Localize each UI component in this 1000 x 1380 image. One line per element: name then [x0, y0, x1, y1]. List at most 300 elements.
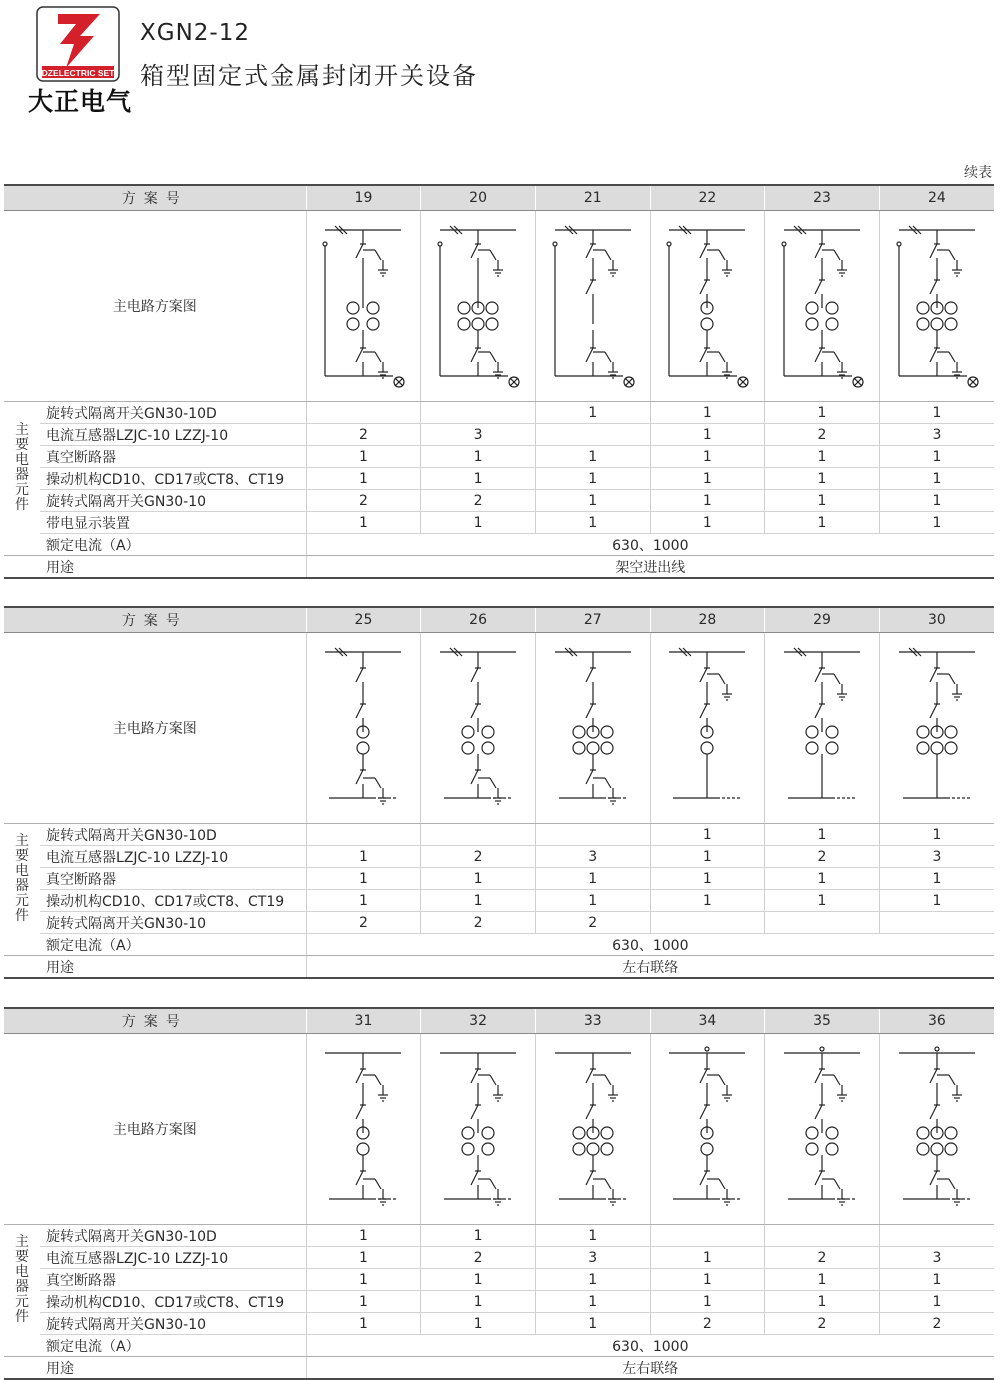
scheme-number: 31 — [306, 1008, 421, 1034]
component-group-label: 主 要 电 器 元 件 — [15, 421, 29, 513]
switch-blade — [586, 280, 593, 294]
switch-blade — [356, 1105, 363, 1119]
component-count: 1 — [535, 468, 650, 490]
current-transformer — [917, 726, 929, 738]
component-count: 1 — [765, 1291, 880, 1313]
earth-switch-blade — [605, 1179, 611, 1189]
switch-blade — [356, 704, 363, 718]
scheme-number: 24 — [879, 185, 994, 211]
component-count: 1 — [306, 1247, 421, 1269]
component-count: 1 — [879, 490, 994, 512]
current-transformer — [806, 318, 818, 330]
switch-blade — [356, 348, 363, 362]
component-count: 1 — [765, 490, 880, 512]
terminal — [820, 1047, 824, 1051]
continued-label: 续表 — [964, 165, 992, 181]
current-transformer — [917, 302, 929, 314]
component-count: 3 — [535, 846, 650, 868]
circuit-diagram — [887, 1039, 987, 1219]
current-transformer — [945, 302, 957, 314]
current-transformer — [573, 1143, 585, 1155]
current-transformer — [462, 1127, 474, 1139]
component-label: 带电显示装置 — [40, 512, 306, 534]
current-transformer — [482, 1127, 494, 1139]
component-count: 1 — [765, 1269, 880, 1291]
current-transformer — [945, 726, 957, 738]
earth-switch-blade — [490, 352, 496, 362]
component-count: 1 — [535, 1313, 650, 1335]
switch-blade — [700, 280, 707, 294]
component-row — [4, 468, 994, 490]
usage-value: 架空进出线 — [306, 556, 994, 579]
component-group-label: 主 要 电 器 元 件 — [15, 1233, 29, 1325]
component-count: 2 — [879, 1313, 994, 1335]
earth-switch-blade — [949, 1179, 955, 1189]
earth-switch-blade — [949, 352, 955, 362]
scheme-number: 35 — [765, 1008, 880, 1034]
earth-switch-blade — [490, 1179, 496, 1189]
model-number: XGN2-12 — [140, 20, 250, 46]
usage-label: 用途 — [40, 956, 306, 979]
current-transformer — [357, 742, 369, 754]
component-row — [4, 912, 994, 934]
scheme-number: 20 — [421, 185, 536, 211]
component-count: 1 — [879, 512, 994, 534]
component-row — [4, 1225, 994, 1247]
current-transformer — [573, 1127, 585, 1139]
diagram-row — [4, 1034, 994, 1225]
diagram-label: 主电路方案图 — [4, 1034, 306, 1225]
terminal — [705, 1047, 709, 1051]
switch-blade — [815, 348, 822, 362]
component-count: 1 — [306, 1291, 421, 1313]
component-label: 旋转式隔离开关GN30-10 — [40, 490, 306, 512]
component-count: 1 — [535, 490, 650, 512]
scheme-number: 33 — [535, 1008, 650, 1034]
switch-blade — [930, 668, 937, 682]
component-label: 电流互感器LZJC-10 LZZJ-10 — [40, 424, 306, 446]
earth-switch-blade — [605, 778, 611, 788]
component-count — [306, 402, 421, 424]
usage-row — [4, 556, 994, 579]
component-count: 1 — [421, 890, 536, 912]
component-count: 1 — [879, 890, 994, 912]
switch-blade — [930, 1069, 937, 1083]
earth-switch-blade — [375, 250, 381, 260]
component-count: 1 — [421, 1313, 536, 1335]
usage-value: 左右联络 — [306, 956, 994, 979]
current-transformer — [945, 1143, 957, 1155]
earth-switch-blade — [605, 250, 611, 260]
scheme-label: 方案号 — [4, 185, 306, 211]
component-count: 1 — [306, 1225, 421, 1247]
switch-blade — [356, 668, 363, 682]
current-transformer — [826, 1143, 838, 1155]
component-count — [765, 1225, 880, 1247]
component-count — [421, 402, 536, 424]
component-count: 1 — [765, 468, 880, 490]
component-count: 1 — [421, 1269, 536, 1291]
switch-blade — [586, 1171, 593, 1185]
rated-current-label: 额定电流（A） — [40, 1335, 306, 1357]
scheme-number: 27 — [535, 607, 650, 633]
current-transformer — [701, 318, 713, 330]
earth-switch-blade — [949, 1075, 955, 1085]
svg-text:DZELECTRIC SET: DZELECTRIC SET — [41, 68, 115, 78]
switch-blade — [356, 244, 363, 258]
scheme-number: 36 — [879, 1008, 994, 1034]
switch-blade — [471, 770, 478, 784]
terminal — [667, 242, 671, 246]
component-row — [4, 1313, 994, 1335]
current-transformer — [587, 742, 599, 754]
scheme-number: 19 — [306, 185, 421, 211]
scheme-label: 方案号 — [4, 1008, 306, 1034]
component-count: 1 — [535, 890, 650, 912]
switch-blade — [586, 704, 593, 718]
component-label: 旋转式隔离开关GN30-10D — [40, 824, 306, 846]
component-count: 1 — [879, 824, 994, 846]
component-count: 2 — [421, 912, 536, 934]
current-transformer — [367, 318, 379, 330]
earth-switch-blade — [375, 1179, 381, 1189]
component-count: 1 — [879, 468, 994, 490]
switch-blade — [815, 1171, 822, 1185]
component-count: 1 — [306, 868, 421, 890]
rated-current-label: 额定电流（A） — [40, 934, 306, 956]
component-count: 2 — [765, 424, 880, 446]
component-count: 3 — [879, 1247, 994, 1269]
current-transformer — [601, 1127, 613, 1139]
circuit-diagram — [887, 216, 987, 396]
current-transformer — [472, 318, 484, 330]
component-count — [535, 424, 650, 446]
component-count — [535, 824, 650, 846]
component-count: 1 — [421, 1225, 536, 1247]
earth-switch-blade — [490, 1075, 496, 1085]
component-count: 1 — [306, 446, 421, 468]
circuit-diagram — [543, 216, 643, 396]
rated-current-row — [4, 534, 994, 556]
switch-blade — [700, 348, 707, 362]
component-count: 1 — [765, 890, 880, 912]
diagram-row — [4, 633, 994, 824]
earth-switch-blade — [949, 250, 955, 260]
circuit-diagram — [543, 638, 643, 818]
switch-blade — [471, 348, 478, 362]
component-count: 1 — [535, 1291, 650, 1313]
scheme-number: 34 — [650, 1008, 765, 1034]
switch-blade — [356, 1069, 363, 1083]
component-count: 1 — [879, 446, 994, 468]
component-label: 旋转式隔离开关GN30-10 — [40, 1313, 306, 1335]
switch-blade — [356, 1171, 363, 1185]
earth-switch-blade — [719, 1075, 725, 1085]
switch-blade — [815, 1105, 822, 1119]
rated-current-value: 630、1000 — [306, 934, 994, 956]
current-transformer — [347, 302, 359, 314]
switch-blade — [700, 244, 707, 258]
component-count: 1 — [306, 1269, 421, 1291]
component-count: 1 — [650, 846, 765, 868]
scheme-number: 30 — [879, 607, 994, 633]
component-label: 操动机构CD10、CD17或CT8、CT19 — [40, 468, 306, 490]
current-transformer — [806, 1143, 818, 1155]
earth-switch-blade — [490, 778, 496, 788]
component-count: 1 — [650, 490, 765, 512]
component-count: 1 — [765, 402, 880, 424]
switch-blade — [471, 244, 478, 258]
current-transformer — [806, 302, 818, 314]
current-transformer — [347, 318, 359, 330]
scheme-number: 22 — [650, 185, 765, 211]
circuit-diagram — [313, 1039, 413, 1219]
component-count: 1 — [879, 868, 994, 890]
current-transformer — [917, 1127, 929, 1139]
component-count: 1 — [650, 1247, 765, 1269]
switch-blade — [700, 1105, 707, 1119]
circuit-diagram — [543, 1039, 643, 1219]
component-count: 2 — [306, 912, 421, 934]
earth-switch-blade — [605, 352, 611, 362]
scheme-header-row — [4, 185, 994, 211]
component-row — [4, 890, 994, 912]
component-count: 1 — [879, 1269, 994, 1291]
current-transformer — [367, 302, 379, 314]
component-count: 1 — [306, 890, 421, 912]
current-transformer — [806, 726, 818, 738]
component-count: 3 — [421, 424, 536, 446]
component-count: 1 — [421, 512, 536, 534]
current-transformer — [601, 742, 613, 754]
current-transformer — [462, 726, 474, 738]
scheme-number: 25 — [306, 607, 421, 633]
earth-switch-blade — [375, 778, 381, 788]
component-count: 1 — [650, 868, 765, 890]
circuit-diagram — [428, 216, 528, 396]
circuit-diagram — [887, 638, 987, 818]
component-row — [4, 1291, 994, 1313]
current-transformer — [806, 742, 818, 754]
component-label: 旋转式隔离开关GN30-10D — [40, 402, 306, 424]
current-transformer — [482, 742, 494, 754]
component-count: 1 — [765, 446, 880, 468]
scheme-number: 26 — [421, 607, 536, 633]
component-count: 1 — [421, 446, 536, 468]
component-row — [4, 824, 994, 846]
earth-switch-blade — [949, 674, 955, 684]
rated-current-value: 630、1000 — [306, 1335, 994, 1357]
switch-blade — [930, 704, 937, 718]
usage-value: 左右联络 — [306, 1357, 994, 1380]
component-count: 3 — [879, 424, 994, 446]
current-transformer — [917, 318, 929, 330]
earth-switch-blade — [375, 352, 381, 362]
scheme-number: 28 — [650, 607, 765, 633]
earth-switch-blade — [490, 250, 496, 260]
current-transformer — [601, 726, 613, 738]
current-transformer — [458, 302, 470, 314]
component-count: 2 — [421, 846, 536, 868]
circuit-diagram — [657, 216, 757, 396]
component-count: 1 — [535, 1225, 650, 1247]
component-count: 1 — [535, 446, 650, 468]
brand-name: 大正电气 — [28, 87, 133, 116]
component-group-label: 主 要 电 器 元 件 — [15, 832, 29, 924]
component-count — [650, 912, 765, 934]
scheme-number: 32 — [421, 1008, 536, 1034]
terminal — [782, 242, 786, 246]
current-transformer — [486, 318, 498, 330]
component-count: 1 — [421, 1291, 536, 1313]
rated-current-row — [4, 1335, 994, 1357]
component-row — [4, 424, 994, 446]
component-count: 1 — [650, 824, 765, 846]
current-transformer — [482, 1143, 494, 1155]
circuit-diagram — [772, 638, 872, 818]
component-label: 真空断路器 — [40, 868, 306, 890]
diagram-label: 主电路方案图 — [4, 633, 306, 824]
earth-switch-blade — [834, 1075, 840, 1085]
component-count: 1 — [765, 824, 880, 846]
component-label: 电流互感器LZJC-10 LZZJ-10 — [40, 846, 306, 868]
component-count: 3 — [535, 1247, 650, 1269]
component-count: 1 — [650, 1269, 765, 1291]
scheme-table-3 — [4, 1007, 994, 1380]
component-count — [306, 824, 421, 846]
component-count: 1 — [535, 512, 650, 534]
current-transformer — [931, 318, 943, 330]
terminal — [438, 242, 442, 246]
component-count: 1 — [306, 512, 421, 534]
current-transformer — [931, 1143, 943, 1155]
usage-label: 用途 — [40, 1357, 306, 1380]
component-row — [4, 446, 994, 468]
earth-switch-blade — [834, 250, 840, 260]
component-count — [650, 1225, 765, 1247]
current-transformer — [357, 1143, 369, 1155]
component-count: 2 — [306, 424, 421, 446]
component-count — [879, 1225, 994, 1247]
component-count: 2 — [421, 1247, 536, 1269]
earth-switch-blade — [719, 1179, 725, 1189]
current-transformer — [945, 1127, 957, 1139]
circuit-diagram — [772, 1039, 872, 1219]
switch-blade — [930, 280, 937, 294]
usage-label: 用途 — [40, 556, 306, 579]
current-transformer — [945, 318, 957, 330]
component-row — [4, 1247, 994, 1269]
current-transformer — [917, 742, 929, 754]
component-count: 1 — [765, 512, 880, 534]
component-count: 1 — [421, 468, 536, 490]
component-count — [765, 912, 880, 934]
current-transformer — [462, 1143, 474, 1155]
component-count: 1 — [306, 468, 421, 490]
component-count: 1 — [306, 846, 421, 868]
component-label: 真空断路器 — [40, 446, 306, 468]
current-transformer — [826, 318, 838, 330]
component-label: 操动机构CD10、CD17或CT8、CT19 — [40, 1291, 306, 1313]
circuit-diagram — [657, 1039, 757, 1219]
switch-blade — [815, 1069, 822, 1083]
component-count: 1 — [421, 868, 536, 890]
component-row — [4, 512, 994, 534]
component-count: 1 — [650, 446, 765, 468]
switch-blade — [471, 1171, 478, 1185]
component-count: 1 — [650, 468, 765, 490]
current-transformer — [701, 742, 713, 754]
current-transformer — [573, 742, 585, 754]
switch-blade — [700, 1069, 707, 1083]
circuit-diagram — [428, 1039, 528, 1219]
switch-blade — [930, 348, 937, 362]
diagram-label: 主电路方案图 — [4, 211, 306, 402]
current-transformer — [587, 1143, 599, 1155]
component-count — [879, 912, 994, 934]
current-transformer — [826, 726, 838, 738]
component-count: 1 — [650, 1291, 765, 1313]
component-row — [4, 402, 994, 424]
earth-switch-blade — [834, 352, 840, 362]
switch-blade — [815, 668, 822, 682]
switch-blade — [586, 770, 593, 784]
component-count: 2 — [650, 1313, 765, 1335]
circuit-diagram — [772, 216, 872, 396]
switch-blade — [930, 1105, 937, 1119]
switch-blade — [700, 668, 707, 682]
scheme-number: 29 — [765, 607, 880, 633]
switch-blade — [586, 244, 593, 258]
earth-switch-blade — [834, 674, 840, 684]
component-count: 2 — [765, 1247, 880, 1269]
current-transformer — [462, 742, 474, 754]
component-count: 1 — [650, 512, 765, 534]
terminal — [553, 242, 557, 246]
component-count: 1 — [535, 1269, 650, 1291]
earth-switch-blade — [719, 352, 725, 362]
circuit-diagram — [657, 638, 757, 818]
component-label: 旋转式隔离开关GN30-10 — [40, 912, 306, 934]
component-row — [4, 846, 994, 868]
component-row — [4, 490, 994, 512]
terminal — [323, 242, 327, 246]
switch-blade — [471, 668, 478, 682]
component-label: 操动机构CD10、CD17或CT8、CT19 — [40, 890, 306, 912]
scheme-table-2 — [4, 606, 994, 979]
component-count: 1 — [879, 1291, 994, 1313]
current-transformer — [601, 1143, 613, 1155]
component-count: 1 — [650, 424, 765, 446]
component-count: 3 — [879, 846, 994, 868]
component-count: 2 — [421, 490, 536, 512]
current-transformer — [482, 726, 494, 738]
circuit-diagram — [313, 638, 413, 818]
component-count: 1 — [650, 402, 765, 424]
scheme-header-row — [4, 607, 994, 633]
earth-switch-blade — [375, 1075, 381, 1085]
switch-blade — [586, 1105, 593, 1119]
scheme-header-row — [4, 1008, 994, 1034]
component-count: 2 — [535, 912, 650, 934]
switch-blade — [471, 1069, 478, 1083]
switch-blade — [586, 1069, 593, 1083]
component-label: 旋转式隔离开关GN30-10D — [40, 1225, 306, 1247]
scheme-number: 23 — [765, 185, 880, 211]
earth-switch-blade — [605, 1075, 611, 1085]
current-transformer — [826, 1127, 838, 1139]
current-transformer — [931, 742, 943, 754]
